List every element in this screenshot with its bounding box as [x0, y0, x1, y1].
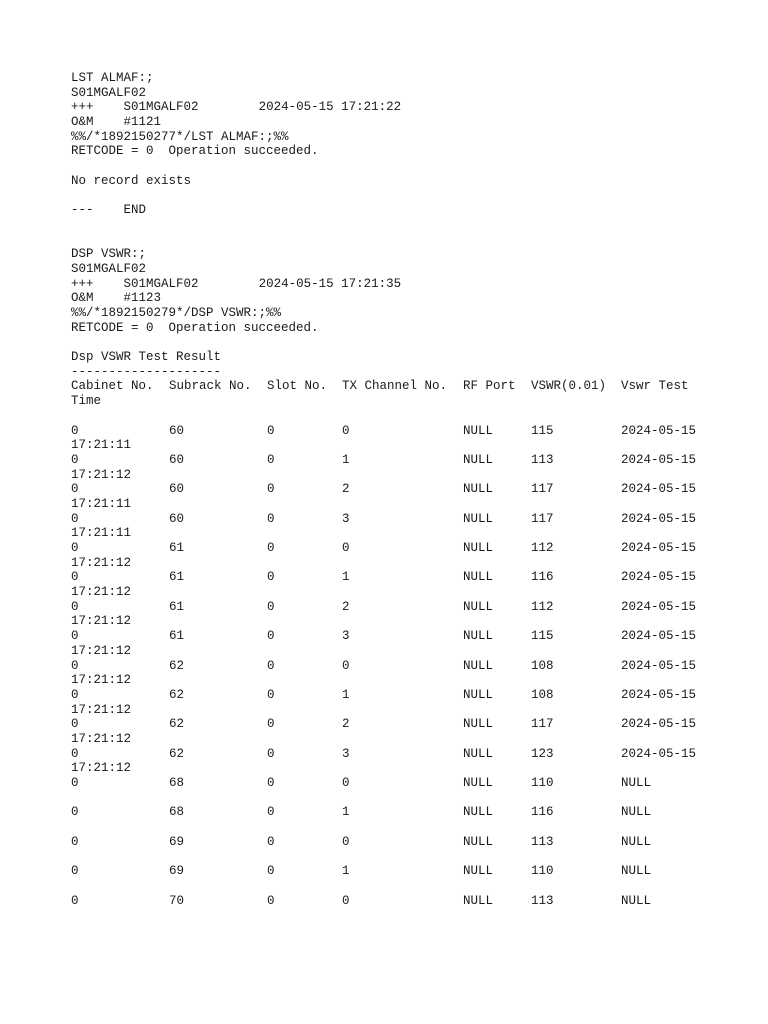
rf-port-cell: NULL	[463, 570, 494, 585]
test-date-cell: NULL	[621, 805, 652, 820]
test-time-wrap	[71, 820, 751, 835]
subrack-cell: 62	[169, 687, 185, 702]
om-number: #1121	[123, 115, 162, 130]
table-row	[71, 512, 751, 527]
slot-cell: 0	[267, 893, 275, 908]
tx-channel-cell: 0	[342, 423, 350, 438]
column-header-tx-channel: TX Channel No.	[342, 379, 448, 394]
tx-channel-cell: 1	[342, 864, 350, 879]
tx-channel-cell: 2	[342, 482, 350, 497]
cabinet-cell: 0	[71, 776, 79, 791]
tx-channel-cell: 2	[342, 717, 350, 732]
test-time-wrap: 17:21:12	[71, 761, 132, 776]
subrack-cell: 68	[169, 776, 185, 791]
column-header-vswr: VSWR(0.01)	[531, 379, 607, 394]
spacer	[71, 409, 751, 424]
test-time-wrap: 17:21:12	[71, 702, 132, 717]
vswr-cell: 108	[531, 658, 554, 673]
test-time-wrap	[71, 849, 751, 864]
tx-channel-cell: 3	[342, 511, 350, 526]
cabinet-cell: 0	[71, 570, 79, 585]
subrack-cell: 62	[169, 746, 185, 761]
column-header-wrap: Time	[71, 394, 102, 409]
test-date-cell: 2024-05-15	[621, 717, 697, 732]
slot-cell: 0	[267, 423, 275, 438]
vswr-cell: 113	[531, 834, 554, 849]
end-label: END	[123, 203, 147, 218]
slot-cell: 0	[267, 834, 275, 849]
slot-cell: 0	[267, 864, 275, 879]
test-time-wrap: 17:21:12	[71, 731, 132, 746]
test-time-wrap: 17:21:12	[71, 467, 132, 482]
test-time-wrap: 17:21:11	[71, 526, 132, 541]
tx-channel-cell: 1	[342, 452, 350, 467]
block-gap	[71, 218, 751, 247]
ne-name: S01MGALF02	[71, 261, 147, 276]
rf-port-cell: NULL	[463, 893, 494, 908]
cabinet-cell: 0	[71, 864, 79, 879]
test-date-cell: 2024-05-15	[621, 423, 697, 438]
slot-cell: 0	[267, 658, 275, 673]
vswr-cell: 113	[531, 452, 554, 467]
table-row	[71, 776, 751, 791]
subrack-cell: 61	[169, 541, 185, 556]
test-time-wrap: 17:21:11	[71, 438, 132, 453]
test-date-cell: 2024-05-15	[621, 746, 697, 761]
cabinet-cell: 0	[71, 482, 79, 497]
test-date-cell: 2024-05-15	[621, 452, 697, 467]
test-date-cell: 2024-05-15	[621, 599, 697, 614]
test-date-cell: NULL	[621, 893, 652, 908]
subrack-cell: 61	[169, 570, 185, 585]
subrack-cell: 60	[169, 511, 185, 526]
om-label: O&M	[71, 115, 94, 130]
tx-channel-cell: 0	[342, 834, 350, 849]
test-date-cell: 2024-05-15	[621, 511, 697, 526]
tx-channel-cell: 1	[342, 805, 350, 820]
subrack-cell: 69	[169, 864, 185, 879]
header-ne: S01MGALF02	[123, 100, 199, 115]
subrack-cell: 60	[169, 423, 185, 438]
subrack-cell: 60	[169, 452, 185, 467]
spacer	[71, 335, 751, 350]
header-prefix: +++	[71, 276, 94, 291]
rf-port-cell: NULL	[463, 687, 494, 702]
test-date-cell: 2024-05-15	[621, 629, 697, 644]
cabinet-cell: 0	[71, 423, 79, 438]
rf-port-cell: NULL	[463, 776, 494, 791]
retcode-line: RETCODE = 0 Operation succeeded.	[71, 144, 319, 159]
test-time-wrap: 17:21:12	[71, 614, 132, 629]
table-separator: --------------------	[71, 364, 222, 379]
subrack-cell: 61	[169, 629, 185, 644]
report-header	[71, 277, 751, 292]
header-prefix: +++	[71, 100, 94, 115]
subrack-cell: 69	[169, 834, 185, 849]
rf-port-cell: NULL	[463, 629, 494, 644]
test-time-wrap	[71, 908, 751, 923]
table-row	[71, 629, 751, 644]
vswr-cell: 115	[531, 423, 554, 438]
slot-cell: 0	[267, 482, 275, 497]
vswr-cell: 110	[531, 776, 554, 791]
end-dashes: ---	[71, 203, 94, 218]
table-row	[71, 747, 751, 762]
tx-channel-cell: 0	[342, 893, 350, 908]
lst-almaf-block	[71, 71, 751, 218]
column-header-rf-port: RF Port	[463, 379, 516, 394]
slot-cell: 0	[267, 452, 275, 467]
test-date-cell: 2024-05-15	[621, 541, 697, 556]
cabinet-cell: 0	[71, 893, 79, 908]
rf-port-cell: NULL	[463, 452, 494, 467]
rf-port-cell: NULL	[463, 511, 494, 526]
mml-report	[71, 71, 751, 923]
result-message: No record exists	[71, 173, 192, 188]
test-time-wrap	[71, 791, 751, 806]
table-row	[71, 835, 751, 850]
spacer	[71, 159, 751, 174]
vswr-cell: 116	[531, 805, 554, 820]
tx-channel-cell: 3	[342, 746, 350, 761]
table-header-row	[71, 379, 751, 394]
header-timestamp: 2024-05-15 17:21:35	[258, 276, 402, 291]
header-ne: S01MGALF02	[123, 276, 199, 291]
cabinet-cell: 0	[71, 687, 79, 702]
table-row	[71, 805, 751, 820]
table-title: Dsp VSWR Test Result	[71, 350, 222, 365]
cabinet-cell: 0	[71, 511, 79, 526]
test-time-wrap	[71, 879, 751, 894]
slot-cell: 0	[267, 599, 275, 614]
test-time-wrap: 17:21:12	[71, 673, 132, 688]
table-row	[71, 600, 751, 615]
cabinet-cell: 0	[71, 658, 79, 673]
table-row	[71, 717, 751, 732]
subrack-cell: 62	[169, 717, 185, 732]
om-label: O&M	[71, 291, 94, 306]
tx-channel-cell: 0	[342, 776, 350, 791]
vswr-cell: 112	[531, 541, 554, 556]
cabinet-cell: 0	[71, 834, 79, 849]
command-line: DSP VSWR:;	[71, 247, 147, 262]
vswr-cell: 123	[531, 746, 554, 761]
slot-cell: 0	[267, 746, 275, 761]
vswr-cell: 117	[531, 717, 554, 732]
table-row	[71, 424, 751, 439]
om-serial	[71, 291, 751, 306]
test-date-cell: NULL	[621, 834, 652, 849]
column-header-test-time: Vswr Test	[621, 379, 689, 394]
rf-port-cell: NULL	[463, 864, 494, 879]
column-header-cabinet: Cabinet No.	[71, 379, 154, 394]
rf-port-cell: NULL	[463, 541, 494, 556]
test-date-cell: 2024-05-15	[621, 687, 697, 702]
table-row	[71, 570, 751, 585]
column-header-subrack: Subrack No.	[169, 379, 252, 394]
subrack-cell: 61	[169, 599, 185, 614]
slot-cell: 0	[267, 570, 275, 585]
rf-port-cell: NULL	[463, 423, 494, 438]
om-serial	[71, 115, 751, 130]
cabinet-cell: 0	[71, 599, 79, 614]
rf-port-cell: NULL	[463, 805, 494, 820]
report-header	[71, 100, 751, 115]
rf-port-cell: NULL	[463, 834, 494, 849]
tx-channel-cell: 1	[342, 687, 350, 702]
test-time-wrap: 17:21:12	[71, 555, 132, 570]
test-date-cell: 2024-05-15	[621, 570, 697, 585]
cabinet-cell: 0	[71, 452, 79, 467]
slot-cell: 0	[267, 776, 275, 791]
table-row	[71, 688, 751, 703]
test-date-cell: 2024-05-15	[621, 658, 697, 673]
test-date-cell: 2024-05-15	[621, 482, 697, 497]
table-row	[71, 453, 751, 468]
retcode-line: RETCODE = 0 Operation succeeded.	[71, 320, 319, 335]
vswr-cell: 113	[531, 893, 554, 908]
tx-channel-cell: 2	[342, 599, 350, 614]
test-time-wrap: 17:21:12	[71, 585, 132, 600]
spacer	[71, 189, 751, 204]
rf-port-cell: NULL	[463, 717, 494, 732]
command-echo: %%/*1892150279*/DSP VSWR:;%%	[71, 306, 282, 321]
tx-channel-cell: 0	[342, 541, 350, 556]
vswr-cell: 116	[531, 570, 554, 585]
test-time-wrap: 17:21:12	[71, 643, 132, 658]
rf-port-cell: NULL	[463, 599, 494, 614]
rf-port-cell: NULL	[463, 482, 494, 497]
ne-name: S01MGALF02	[71, 85, 147, 100]
slot-cell: 0	[267, 717, 275, 732]
table-row	[71, 541, 751, 556]
subrack-cell: 70	[169, 893, 185, 908]
slot-cell: 0	[267, 629, 275, 644]
slot-cell: 0	[267, 805, 275, 820]
command-line: LST ALMAF:;	[71, 71, 154, 85]
vswr-cell: 115	[531, 629, 554, 644]
slot-cell: 0	[267, 541, 275, 556]
tx-channel-cell: 1	[342, 570, 350, 585]
tx-channel-cell: 3	[342, 629, 350, 644]
vswr-cell: 112	[531, 599, 554, 614]
table-row	[71, 659, 751, 674]
om-number: #1123	[123, 291, 162, 306]
cabinet-cell: 0	[71, 629, 79, 644]
table-row	[71, 864, 751, 879]
test-date-cell: NULL	[621, 776, 652, 791]
dsp-vswr-block	[71, 247, 751, 923]
vswr-cell: 117	[531, 511, 554, 526]
test-date-cell: NULL	[621, 864, 652, 879]
vswr-cell: 108	[531, 687, 554, 702]
subrack-cell: 62	[169, 658, 185, 673]
end-marker	[71, 203, 751, 218]
vswr-cell: 117	[531, 482, 554, 497]
header-timestamp: 2024-05-15 17:21:22	[258, 100, 402, 115]
vswr-table-body	[71, 424, 751, 923]
vswr-cell: 110	[531, 864, 554, 879]
tx-channel-cell: 0	[342, 658, 350, 673]
rf-port-cell: NULL	[463, 658, 494, 673]
cabinet-cell: 0	[71, 746, 79, 761]
table-row	[71, 482, 751, 497]
command-echo: %%/*1892150277*/LST ALMAF:;%%	[71, 129, 289, 144]
test-time-wrap: 17:21:11	[71, 496, 132, 511]
table-row	[71, 894, 751, 909]
cabinet-cell: 0	[71, 541, 79, 556]
slot-cell: 0	[267, 687, 275, 702]
cabinet-cell: 0	[71, 805, 79, 820]
cabinet-cell: 0	[71, 717, 79, 732]
subrack-cell: 60	[169, 482, 185, 497]
column-header-slot: Slot No.	[267, 379, 328, 394]
slot-cell: 0	[267, 511, 275, 526]
rf-port-cell: NULL	[463, 746, 494, 761]
subrack-cell: 68	[169, 805, 185, 820]
